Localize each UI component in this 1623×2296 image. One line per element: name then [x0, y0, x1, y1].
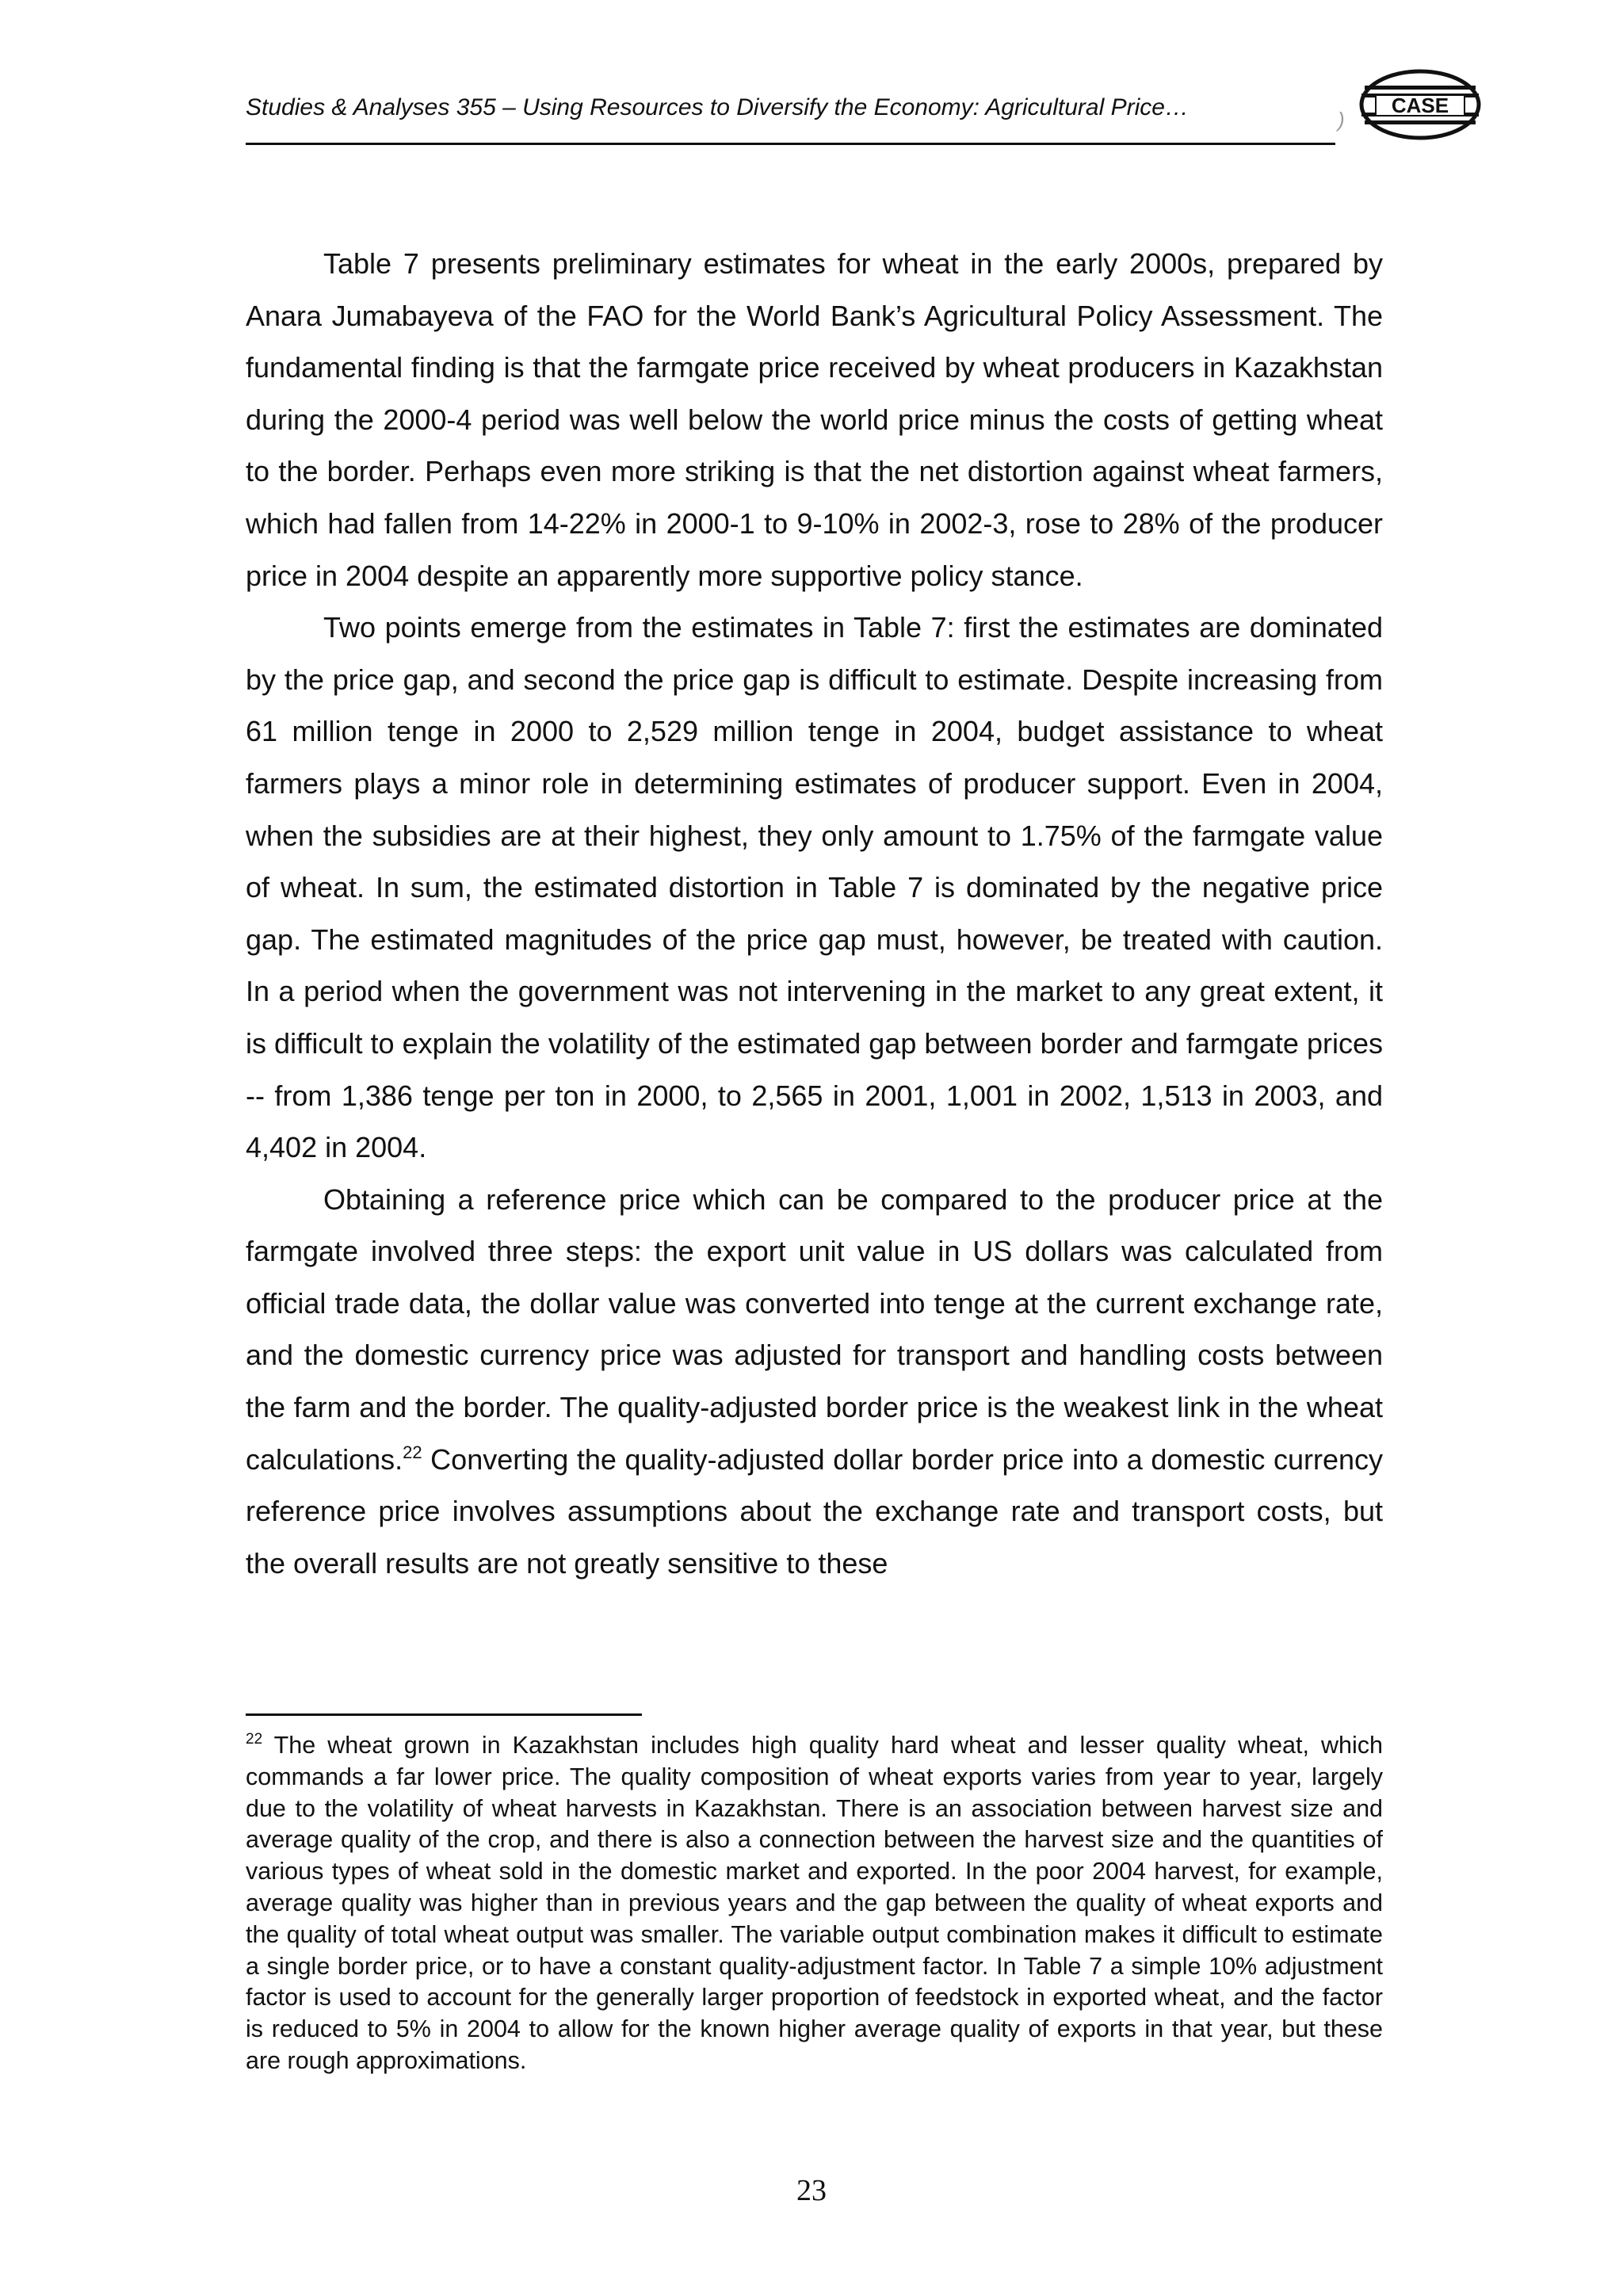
paragraph-3 [246, 1174, 1383, 1590]
footnote-ref-22[interactable]: 22 [403, 1442, 422, 1462]
paragraph-3-after: Converting the quality-adjusted dollar border price into a domestic currency reference price involves assumptions about the exchange rate and transport costs, but the overall results are not greatly sensitive to these [246, 1442, 1383, 1580]
footnote-number: 22 [246, 1731, 263, 1748]
body-text [246, 238, 1383, 1589]
paragraph-3-before: Obtaining a reference price which can be compared to the producer price at the farmgate involved three steps: the export unit value in US dollars was calculated from official trade data, the dollar value was converted into tenge at the current exchange rate, and the domestic currency price was adjusted for transport and handling costs between the farm and the border. The quality-adjusted border price is the weakest link in the wheat calculations. [246, 1182, 1383, 1476]
paragraph-1: Table 7 presents preliminary estimates for wheat in the early 2000s, prepared by Anara Jumabayeva of the FAO for the World Bank’s Agricultural Policy Assessment. The fundamental finding is that the farmgate price received by wheat producers in Kazakhstan during the 2000-4 period was well below the world price minus the costs of getting wheat to the border. Perhaps even more striking is that the net distortion against wheat farmers, which had fallen from 14-22% in 2000-1 to 9-10% in 2002-3, rose to 28% of the producer price in 2004 despite an apparently more supportive policy stance. [246, 247, 1383, 592]
case-logo-icon [1357, 67, 1484, 143]
header-rule [246, 143, 1335, 145]
header-overflow-mark: ) [1338, 108, 1345, 132]
footnote-22 [246, 1730, 1383, 2077]
running-header: Studies & Analyses 355 – Using Resources to Diversify the Economy: Agricultural Price… [246, 94, 1189, 120]
page-number: 23 [796, 2174, 827, 2207]
footnote-rule [246, 1713, 642, 1716]
logo-text: CASE [1391, 94, 1449, 117]
paragraph-2: Two points emerge from the estimates in Table 7: first the estimates are dominated by the price gap, and second the price gap is difficult to estimate. Despite increasing from 61 million tenge in 2000 to 2,529 million tenge in 2004, budget assistance to wheat farmers plays a minor role in determining estimates of producer support. Even in 2004, when the subsidies are at their highest, they only amount to 1.75% of the farmgate value of wheat. In sum, the estimated distortion in Table 7 is dominated by the negative price gap. The estimated magnitudes of the price gap must, however, be treated with caution. In a period when the government was not intervening in the market to any great extent, it is difficult to explain the volatility of the estimated gap between border and farmgate prices -- from 1,386 tenge per ton in 2000, to 2,565 in 2001, 1,001 in 2002, 1,513 in 2003, and 4,402 in 2004. [246, 611, 1383, 1164]
footnote-text: The wheat grown in Kazakhstan includes high quality hard wheat and lesser quality wheat, which commands a far lower price. The quality composition of wheat exports varies from year to year, largely due to the volatility of wheat harvests in Kazakhstan. There is an association between harvest size and average quality of the crop, and there is also a connection between the harvest size and the quantities of various types of wheat sold in the domestic market and exported. In the poor 2004 harvest, for example, average quality was higher than in previous years and the gap between the quality of wheat exports and the quality of total wheat output was smaller. The variable output combination makes it difficult to estimate a single border price, or to have a constant quality-adjustment factor. In Table 7 a simple 10% adjustment factor is used to account for the generally larger proportion of feedstock in exported wheat, and the factor is reduced to 5% in 2004 to allow for the known higher average quality of exports in that year, but these are rough approximations. [246, 1732, 1383, 2074]
